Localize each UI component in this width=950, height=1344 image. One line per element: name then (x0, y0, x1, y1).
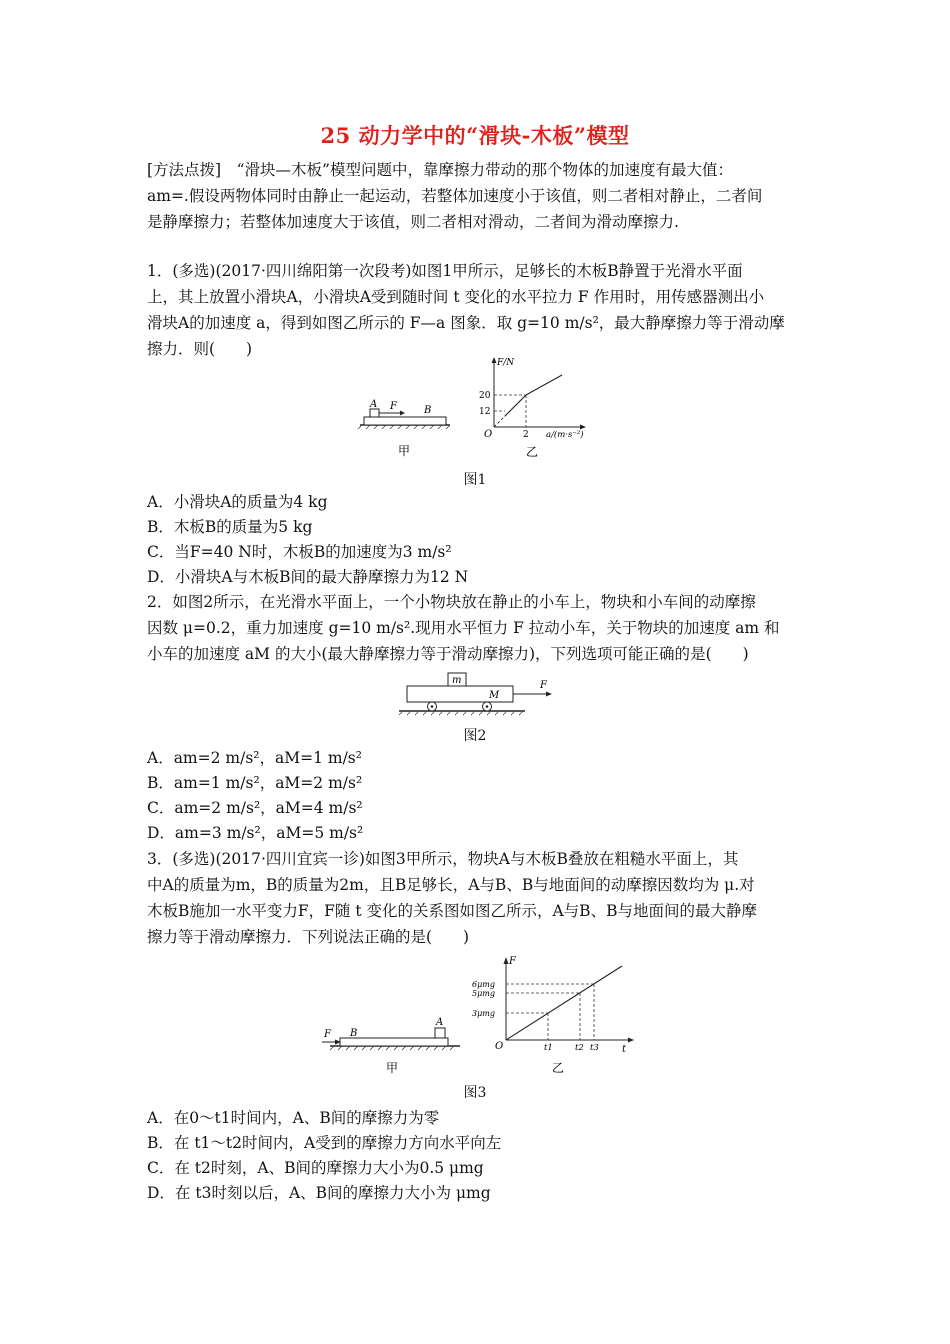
q1-option-b[interactable]: B．木板B的质量为5 kg (147, 518, 313, 536)
question-1-stem (147, 258, 807, 362)
method-line: am=.假设两物体同时由静止一起运动，若整体加速度小于该值，则二者相对静止，二者间 (147, 187, 763, 205)
q3-option-c[interactable]: C．在 t2时刻，A、B间的摩擦力大小为0.5 μmg (147, 1159, 484, 1177)
figure-3 (318, 952, 648, 1077)
label-f: F (390, 401, 397, 412)
tick-t3: t3 (590, 1043, 599, 1053)
question-2-stem (147, 589, 807, 667)
label-f: F (324, 1029, 331, 1040)
label-a: A (436, 1017, 444, 1028)
method-line: 是静摩擦力；若整体加速度大于该值，则二者相对滑动，二者间为滑动摩擦力. (147, 213, 679, 231)
question-line: 小车的加速度 aM 的大小(最大静摩擦力等于滑动摩擦力)，下列选项可能正确的是( ) (147, 645, 749, 663)
question-line: 上，其上放置小滑块A，小滑块A受到随时间 t 变化的水平拉力 F 作用时，用传感器测出小 (147, 288, 765, 306)
label-yi: 乙 (552, 1061, 565, 1075)
y-axis-arrow (504, 957, 509, 964)
tick-12: 12 (479, 407, 491, 417)
tick-t1: t1 (544, 1043, 553, 1053)
question-3-stem (147, 846, 807, 950)
force-arrowhead (400, 411, 405, 416)
label-b: B (424, 405, 432, 416)
q2-option-d[interactable]: D．am=3 m/s²，aM=5 m/s² (147, 824, 364, 842)
origin-label: O (495, 1041, 504, 1052)
board-b (340, 1038, 448, 1046)
question-line: 1．(多选)(2017·四川绵阳第一次段考)如图1甲所示，足够长的木板B静置于光滑水平面 (147, 262, 743, 280)
tick-5: 5μmg (472, 989, 495, 998)
figure-2 (395, 667, 565, 719)
q2-option-b[interactable]: B．am=1 m/s²，aM=2 m/s² (147, 774, 363, 792)
q3-option-d[interactable]: D．在 t3时刻以后，A、B间的摩擦力大小为 μmg (147, 1184, 491, 1202)
question-line: 2．如图2所示，在光滑水平面上，一个小物块放在静止的小车上，物块和小车间的动摩擦 (147, 593, 756, 611)
q2-option-a[interactable]: A．am=2 m/s²，aM=1 m/s² (147, 749, 362, 767)
question-line: 滑块A的加速度 a，得到如图乙所示的 F—a 图象．取 g=10 m/s²，最大静摩擦力等于滑动摩 (147, 314, 785, 332)
q1-option-c[interactable]: C．当F=40 N时，木板B的加速度为3 m/s² (147, 543, 452, 561)
figure-2-caption: 图2 (463, 728, 487, 744)
tick-20: 20 (479, 391, 491, 401)
x-axis-arrow (580, 425, 586, 430)
label-m: m (452, 675, 462, 686)
y-axis-label: F/N (497, 358, 515, 368)
tick-6: 6μmg (472, 980, 495, 989)
tick-3: 3μmg (472, 1009, 495, 1018)
question-line: 中A的质量为m，B的质量为2m，且B足够长，A与B、B与地面间的动摩擦因数均为 μ.对 (147, 876, 755, 894)
wheel-right-hub (486, 705, 489, 708)
q2-option-c[interactable]: C．am=2 m/s²，aM=4 m/s² (147, 799, 363, 817)
question-line: 擦力．则( ) (147, 340, 253, 358)
block-a (435, 1028, 445, 1038)
graph-segment-2 (526, 375, 562, 395)
page-title: 25 动力学中的“滑块-木板”模型 (320, 123, 630, 148)
label-jia: 甲 (398, 444, 411, 458)
wheel-left-hub (431, 705, 434, 708)
question-line: 3．(多选)(2017·四川宜宾一诊)如图3甲所示，物块A与木板B叠放在粗糙水平面上，其 (147, 850, 739, 868)
q1-option-d[interactable]: D．小滑块A与木板B间的最大静摩擦力为12 N (147, 568, 469, 586)
y-axis-label: F (509, 956, 516, 967)
block-a (370, 409, 379, 417)
label-b: B (350, 1028, 358, 1039)
x-axis-label: a/(m·s⁻²) (546, 430, 584, 440)
tick-x2: 2 (523, 430, 529, 440)
method-line: [方法点拨] “滑块—木板”模型问题中，靠摩擦力带动的那个物体的加速度有最大值： (147, 161, 733, 179)
tick-t2: t2 (575, 1043, 584, 1053)
q1-option-a[interactable]: A．小滑块A的质量为4 kg (147, 493, 328, 511)
label-a: A (370, 399, 378, 410)
method-tip (147, 157, 807, 235)
q3-option-a[interactable]: A．在0～t1时间内，A、B间的摩擦力为零 (147, 1109, 440, 1127)
figure-3-jia-diagram (322, 1017, 460, 1075)
graph-segment-1 (505, 395, 526, 416)
x-axis-label: t (622, 1044, 627, 1055)
question-line: 木板B施加一水平变力F，F随 t 变化的关系图如图乙所示，A与B、B与地面间的最大静摩 (147, 902, 757, 920)
figure-3-caption: 图3 (463, 1085, 487, 1101)
q3-option-b[interactable]: B．在 t1～t2时间内，A受到的摩擦力方向水平向左 (147, 1134, 502, 1152)
label-big-m: M (489, 690, 500, 701)
label-f: F (540, 680, 547, 691)
board-b (364, 417, 446, 425)
figure-1-yi-graph (479, 357, 586, 459)
y-axis-arrow (492, 357, 497, 363)
label-yi: 乙 (526, 445, 539, 459)
origin-label: O (484, 429, 493, 440)
question-line: 擦力等于滑动摩擦力．下列说法正确的是( ) (147, 928, 470, 946)
figure-3-yi-graph (472, 956, 634, 1075)
figure-1 (350, 355, 610, 465)
x-axis-arrow (628, 1038, 634, 1043)
figure-1-jia-diagram (358, 399, 450, 458)
label-jia: 甲 (386, 1061, 399, 1075)
force-arrowhead (546, 692, 552, 697)
figure-1-caption: 图1 (463, 472, 487, 488)
graph-line (506, 966, 622, 1040)
question-line: 因数 μ=0.2，重力加速度 g=10 m/s².现用水平恒力 F 拉动小车，关于物块的加速度 am 和 (147, 619, 780, 637)
